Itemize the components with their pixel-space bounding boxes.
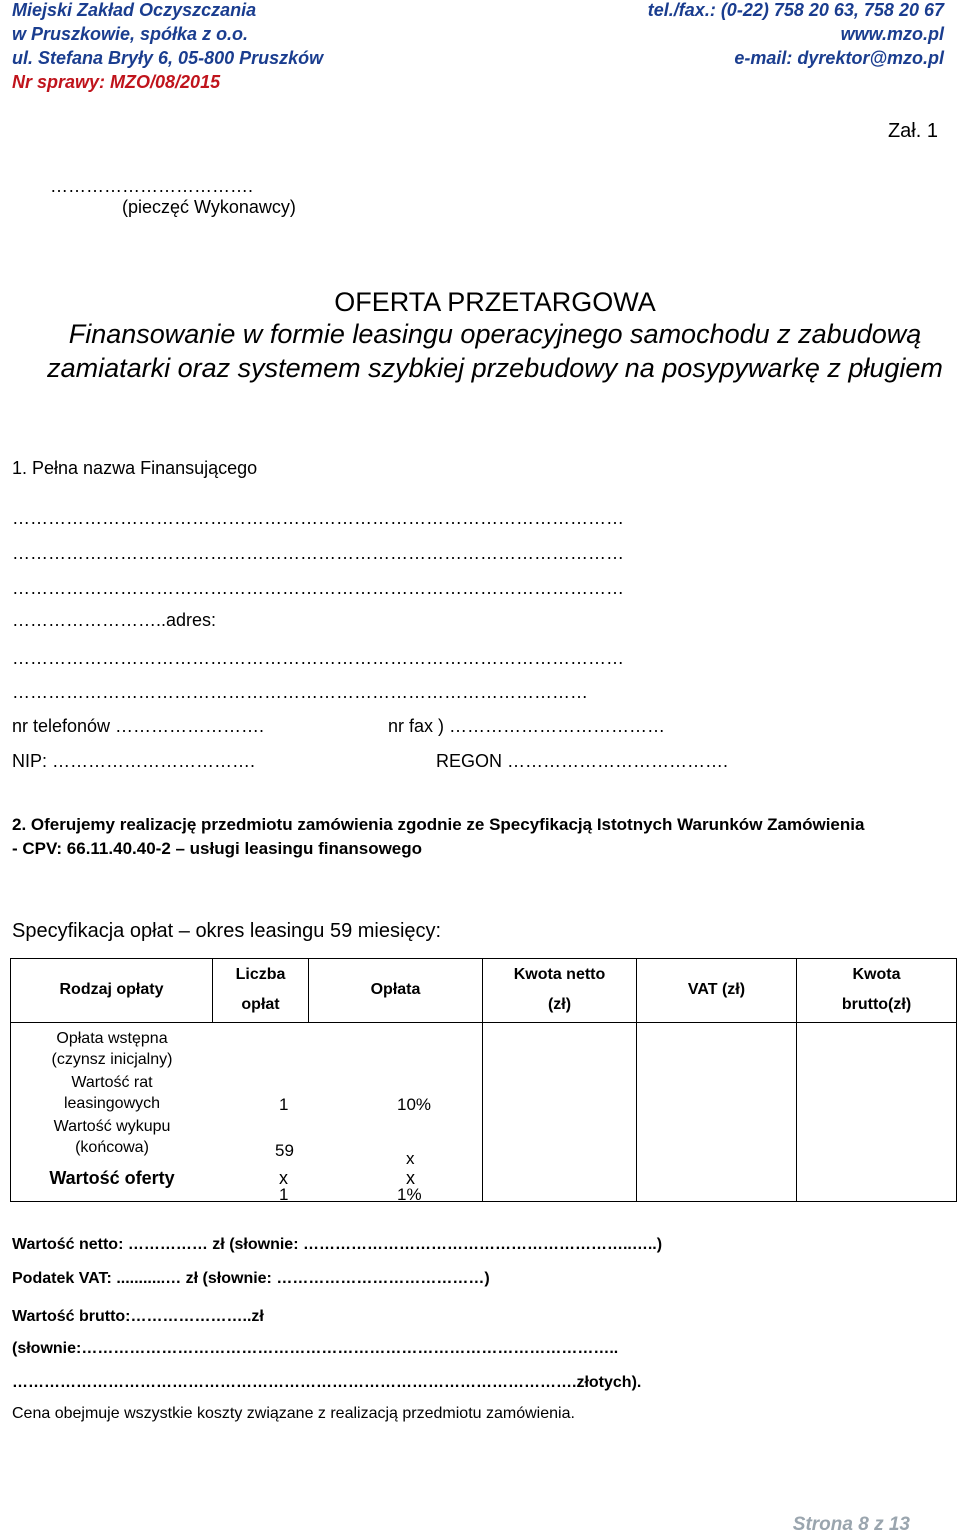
header-net-line2: (zł): [547, 996, 572, 1013]
company-info: [12, 0, 323, 94]
total-label: Wartość oferty: [49, 1168, 175, 1188]
header-gross-line1: Kwota: [852, 966, 901, 983]
table-row-buyout: [11, 1116, 213, 1158]
address-label: ……………………..adres:: [12, 610, 217, 630]
fee-rows: [11, 1023, 482, 1204]
net-total: Wartość netto: …………… zł (słownie: ……………………………………………………..…..): [12, 1236, 663, 1253]
header-net-amount: [483, 959, 637, 1023]
fee-spec-title: Specyfikacja opłat – okres leasingu 59 miesięcy:: [12, 920, 442, 942]
company-location: w Pruszkowie, spółka z o.o.: [12, 24, 249, 44]
offer-statement: [12, 813, 952, 861]
website-link[interactable]: www.mzo.pl: [840, 24, 944, 44]
email-link[interactable]: e-mail: dyrektor@mzo.pl: [734, 48, 944, 68]
stamp-label: (pieczęć Wykonawcy): [122, 197, 296, 217]
gross-in-words-cont: …………………………………………………………………………………………….złotych).: [12, 1374, 642, 1391]
fee-value: 10%: [397, 1095, 432, 1114]
fee-type-label: (czynsz inicjalny): [51, 1051, 173, 1068]
fee-value: x: [406, 1149, 415, 1168]
vat-cell[interactable]: [637, 1023, 797, 1202]
header-gross-line2: brutto(zł): [841, 996, 912, 1013]
cpv-code: - CPV: 66.11.40.40-2 – usługi leasingu finansowego: [12, 839, 423, 858]
header-fee-count-line1: Liczba: [235, 966, 286, 983]
financier-name-label: 1. Pełna nazwa Finansującego: [12, 458, 258, 478]
fee-type-label: (końcowa): [75, 1139, 149, 1156]
header-net-line1: Kwota netto: [513, 966, 606, 983]
price-note: Cena obejmuje wszystkie koszty związane z realizacją przedmiotu zamówienia.: [12, 1405, 575, 1422]
net-amount-cell[interactable]: [483, 1023, 637, 1202]
fee-type-label: leasingowych: [63, 1095, 161, 1112]
address-field: …………………………………………………………………………………………: [12, 648, 624, 668]
document-title: OFERTA PRZETARGOWA: [334, 287, 656, 317]
fee-count: 1: [279, 1185, 289, 1204]
header-gross-amount: [797, 959, 957, 1023]
fee-table: [10, 958, 957, 1202]
phone-fax: tel./fax.: (0-22) 758 20 63, 758 20 67: [647, 0, 944, 20]
financier-name-field: …………………………………………………………………………………………: [12, 578, 624, 598]
header-vat: VAT (zł): [637, 959, 797, 1023]
nip-field: NIP: …………………………….: [12, 751, 256, 771]
fee-count: 1: [279, 1095, 289, 1114]
financier-name-field: …………………………………………………………………………………………: [12, 508, 624, 528]
total-fee: x: [406, 1168, 415, 1188]
header-fee-type: Rodzaj opłaty: [11, 959, 213, 1023]
gross-amount-cell[interactable]: [797, 1023, 957, 1202]
page-number: Strona 8 z 13: [792, 1514, 910, 1535]
fee-type-label: Wartość wykupu: [53, 1118, 171, 1135]
gross-total: Wartość brutto:…………………..zł: [12, 1308, 264, 1325]
address-field: ……………………………………………………………………………………: [12, 682, 588, 702]
contact-info: [648, 0, 944, 70]
financier-name-field: …………………………………………………………………………………………: [12, 543, 624, 563]
header-fee: Opłata: [309, 959, 483, 1023]
offer-statement-text: 2. Oferujemy realizację przedmiotu zamówienia zgodnie ze Specyfikacją Istotnych Warunków Zamówienia: [12, 815, 865, 834]
fee-type-label: Wartość rat: [71, 1074, 153, 1091]
document-subtitle: Finansowanie w formie leasingu operacyjnego samochodu z zabudową zamiatarki oraz systemem szybkiej przebudowy na posypywarkę z pługiem: [47, 319, 943, 383]
vat-total: Podatek VAT: ...........… zł (słownie: …………………………………): [12, 1270, 490, 1287]
fee-count: 59: [275, 1141, 294, 1160]
annex-label: Zał. 1: [887, 120, 938, 142]
regon-field: REGON ……………………………….: [436, 751, 729, 771]
header-fee-count: [213, 959, 309, 1023]
case-number: Nr sprawy: MZO/08/2015: [12, 72, 221, 92]
table-row-initial: [11, 1028, 213, 1070]
fee-type-label: Opłata wstępna: [56, 1030, 168, 1047]
phone-field: nr telefonów …………………….: [12, 716, 265, 736]
fee-value: 1%: [397, 1185, 422, 1204]
fax-field: nr fax ) ………………………………: [388, 716, 666, 736]
header-fee-count-line2: opłat: [241, 996, 280, 1013]
company-name: Miejski Zakład Oczyszczania: [12, 0, 257, 20]
fee-rows-cell: [11, 1023, 483, 1202]
stamp-field: …………………………….: [50, 176, 254, 196]
table-row-installments: [11, 1072, 213, 1114]
company-address: ul. Stefana Bryły 6, 05-800 Pruszków: [12, 48, 324, 68]
gross-in-words: (słownie:………………………………………………………………………………………..: [12, 1340, 619, 1357]
total-count: x: [279, 1168, 288, 1188]
